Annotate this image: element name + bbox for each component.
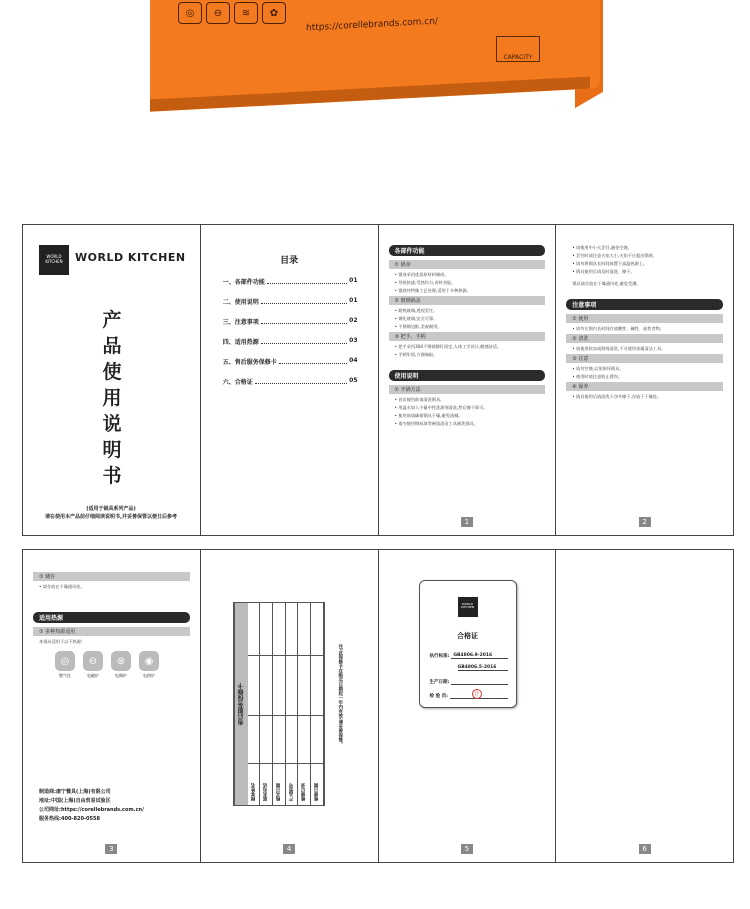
sub-heading: ③ 注意 [566,354,723,363]
pan-icon: ⊖ [206,2,230,24]
toc-item[interactable]: 一、各部件功能 01 [222,277,358,286]
icon-label: 燃气灶 [59,673,71,678]
quality-certificate [419,580,517,708]
body-text: • 请勿使用钢丝球等硬质清洁工具刷洗锅具。 [394,421,478,426]
warranty-col: 顾客姓名 [248,603,261,805]
page-3-panel [23,550,201,862]
cover-footnote-1: (适用于锅具系列产品) [86,506,136,512]
company-address: 地址:中国(上海)自由贸易试验区 [39,798,111,804]
section-heading: 注意事项 [566,299,723,310]
heat-source-icons [55,651,200,671]
table-divider [248,655,324,656]
table-divider [248,715,324,716]
induction-icon: ⊖ [83,651,103,671]
section-heading: 适用热源 [33,612,190,623]
page-1-panel [379,225,557,535]
body-text: • 导热快速,受热均匀,省时省能。 [394,280,456,285]
brand-name: WORLD KITCHEN [75,251,186,264]
body-text: • 首次使用前请清洗锅具。 [394,397,445,402]
page-number: 4 [283,844,295,854]
body-text: • 请使用中小火烹饪,避免空烧。 [572,245,632,250]
sub-heading: ① 锅身 [389,260,546,269]
icon-label: 电陶炉 [115,673,127,678]
warranty-col: 维修日期 [311,603,324,805]
body-text: • 不锈钢边框,美观耐用。 [394,324,442,329]
body-text: • 请勿在锅内长时间存放酸性、碱性、咸性食物。 [572,326,664,331]
body-text: • 请使用软布或海绵清洗,不可使用金属清洁工具。 [572,346,666,351]
brand-logo: WORLD KITCHEN [39,245,69,275]
warranty-col: 产品型号 [286,603,299,805]
sub-heading: ② 清洗 [566,334,723,343]
company-website[interactable]: 公司网址:https://corellebrands.com.cn/ [39,807,144,813]
body-text: 锅具请存放在干燥通风处,避免受潮。 [572,281,641,286]
booklet-row-1 [22,224,734,536]
toc-list [223,277,358,397]
sub-heading: ① 使用 [566,314,723,323]
page-2-panel [556,225,733,535]
cover-footnote-2: 请在使用本产品前仔细阅读说明书,并妥善保管以便日后参考 [45,514,177,520]
warranty-col: 购买日期 [273,603,286,805]
sub-heading: ① 储存 [33,572,190,581]
certificate-title: 合格证 [457,632,478,640]
hob-icon: ◎ [178,2,202,24]
sub-heading: ③ 把手、手柄 [389,332,546,341]
page-number: 2 [639,517,651,527]
product-box [0,0,750,130]
warranty-col: 联系电话 [260,603,273,805]
body-text: • 用温水加入少量中性洗涤剂清洗,然后擦干即可。 [394,405,488,410]
toc-panel [201,225,379,535]
sub-heading: ① 开锅方法 [389,385,546,394]
body-text: • 锅具使用后请及时清洗、擦干。 [572,269,635,274]
flame-icon: ✿ [262,2,286,24]
production-date-line: 生产日期: [430,679,508,685]
electric-stove-icon: ⊛ [111,651,131,671]
ceramic-hob-icon: ◉ [139,651,159,671]
booklet-row-2 [22,549,734,863]
company-name: 制造商:康宁餐具(上海)有限公司 [39,789,111,795]
page-2-content [556,245,733,402]
induction-icon: ≋ [234,2,258,24]
page-4-panel [201,550,379,862]
warranty-col: 维修记录 [298,603,311,805]
table-divider [248,763,324,764]
manual-title: 产品使用说明书 [102,309,122,487]
icon-label: 电热炉 [143,673,155,678]
toc-item[interactable]: 五、售后服务保修卡 04 [222,357,358,366]
page-6-panel [556,550,733,862]
warranty-title: 售后服务保修卡 [234,603,248,805]
toc-item[interactable]: 二、使用说明 01 [222,297,358,306]
icon-label: 电磁炉 [87,673,99,678]
company-hotline: 服务热线:400-820-0558 [39,816,100,822]
page-5-panel [379,550,557,862]
page-number: 1 [461,517,473,527]
body-text: • 钢化玻璃,安全可靠。 [394,316,438,321]
warranty-note: 注:此保修卡在购买日期起一年内有效,请妥善保管。 [337,644,343,747]
body-text: • 使用时请注意防止烫伤。 [572,374,623,379]
company-info [39,788,144,824]
body-text: • 请勿将锅具长时间放置于高温热源上。 [572,261,648,266]
sub-heading: ① 多种热源适用 [33,627,190,636]
heat-source-labels [55,673,200,679]
body-text: • 把手采用304不锈钢铆钉固定,人体工学设计,握感舒适。 [394,344,502,349]
page-number: 3 [105,844,117,854]
page-number: 5 [461,844,473,854]
body-text: 本锅具适用于以下热源: [39,639,83,644]
body-text: • 使用前请确保锅具干燥,避免油溅。 [394,413,463,418]
page-number: 6 [639,844,651,854]
sub-heading: ② 玻璃锅盖 [389,296,546,305]
warranty-card [233,602,325,806]
section-heading: 各部件功能 [389,245,546,256]
toc-item[interactable]: 三、注意事项 02 [222,317,358,326]
box-url: https://corellebrands.com.cn/ [306,16,438,34]
page-1-content [379,245,556,429]
toc-item[interactable]: 六、合格证 05 [222,377,358,386]
inspector-line: 检 验 员: [430,693,508,699]
body-text: • 耐热玻璃,透视烹饪。 [394,308,438,313]
box-capacity-label: CAPACITY [496,36,540,62]
body-text: • 烹饪时请注意火焰大小,火焰不应超出锅底。 [572,253,657,258]
brand-logo: WORLD KITCHEN [458,597,478,617]
body-text: • 手柄牢固,方便端取。 [394,352,438,357]
toc-item[interactable]: 四、适用热源 03 [222,337,358,346]
gas-stove-icon: ◎ [55,651,75,671]
toc-title: 目录 [280,256,299,266]
body-text: • 请勿空烧,以免损坏锅具。 [572,366,624,371]
cover-footnote [31,505,191,521]
standard-line: GB4806.5-2016 [456,665,508,671]
cover-panel [23,225,201,535]
sub-heading: ④ 保养 [566,382,723,391]
body-text: • 锅身采用优质原材料制成。 [394,272,449,277]
section-heading: 使用说明 [389,370,546,381]
box-heat-icons [178,2,286,24]
body-text: • 锅具使用后请清洗干净并擦干,存放于干燥处。 [572,394,662,399]
body-text: • 锅底经特殊工艺处理,适用于多种热源。 [394,288,471,293]
inspection-stamp: 合 [472,689,482,699]
page-3-content [23,570,200,679]
body-text: • 请存放在干燥通风处。 [39,584,85,589]
standard-line: 执行标准: GB4806.9-2016 [430,653,508,659]
